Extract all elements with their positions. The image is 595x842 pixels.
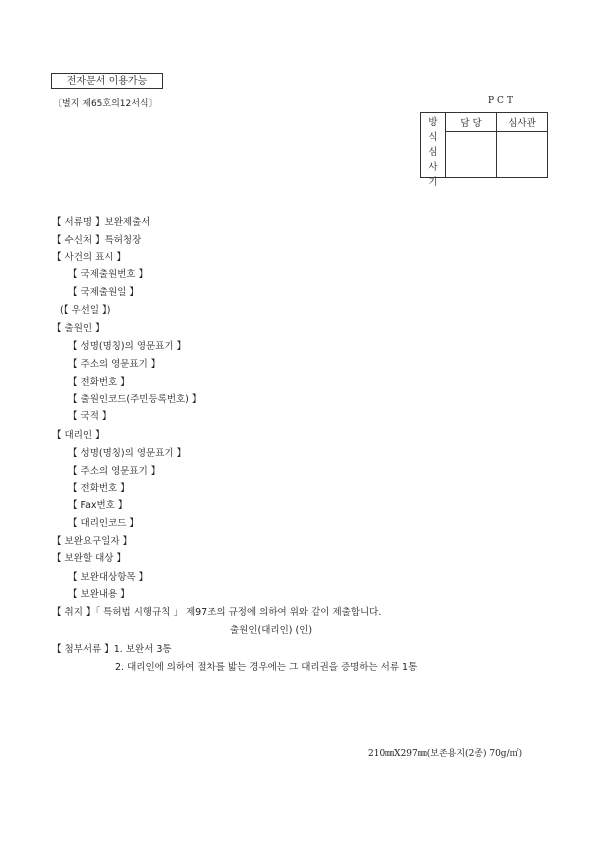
field-case-indication: 【 사건의 표시 】 (52, 252, 126, 263)
field-intl-application-number: 【 국제출원번호 】 (68, 269, 149, 280)
electronic-document-tag: 전자문서 이용가능 (51, 73, 163, 89)
field-applicant: 【 출원인 】 (52, 323, 105, 334)
field-applicant-phone: 【 전화번호 】 (68, 377, 130, 388)
field-agent-phone: 【 전화번호 】 (68, 483, 130, 494)
exam-col-staff: 담 당 (446, 113, 497, 132)
field-agent-fax: 【 Fax번호 】 (68, 500, 128, 511)
exam-side-char: 식 (428, 132, 438, 143)
form-reference: 〔별지 제65호의12서식〕 (53, 99, 158, 109)
exam-side-char: 방 (428, 117, 438, 128)
exam-side-char: 기 (428, 177, 438, 188)
exam-side-char: 심 (428, 147, 438, 158)
signature-line: 출원인(대리인) (인) (230, 625, 313, 636)
field-agent-name-en: 【 성명(명칭)의 영문표기 】 (68, 448, 187, 459)
field-recipient: 【 수신처 】특허청장 (52, 235, 142, 246)
field-supplement-target: 【 보완할 대상 】 (52, 553, 126, 564)
field-applicant-code: 【 출원인코드(주민등록번호) 】 (68, 394, 202, 405)
field-purpose: 【 취지 】「 특허법 시행규칙 」 제97조의 규정에 의하여 위와 같이 제출합니다. (52, 607, 382, 618)
examination-table (420, 112, 548, 188)
field-priority-date: (【 우선일 】) (60, 305, 111, 316)
field-attachments: 【 첨부서류 】1. 보완서 3통 (52, 644, 172, 655)
exam-col-examiner: 심사관 (497, 113, 548, 132)
paper-specification: 210㎜X297㎜(보존용지(2종) 70g/㎡) (368, 749, 523, 759)
exam-side-label (421, 113, 446, 188)
exam-cell-staff (446, 132, 497, 178)
field-applicant-nationality: 【 국적 】 (68, 411, 112, 422)
field-attachment-item-2: 2. 대리인에 의하여 절차를 밟는 경우에는 그 대리권을 증명하는 서류 1통 (115, 662, 418, 673)
field-agent-address-en: 【 주소의 영문표기 】 (68, 466, 161, 477)
field-applicant-name-en: 【 성명(명칭)의 영문표기 】 (68, 341, 187, 352)
field-intl-application-date: 【 국제출원일 】 (68, 287, 139, 298)
exam-side-char: 사 (428, 162, 438, 173)
exam-cell-examiner (497, 132, 548, 178)
field-applicant-address-en: 【 주소의 영문표기 】 (68, 359, 161, 370)
field-document-name: 【 서류명 】보완제출서 (52, 217, 151, 228)
field-agent: 【 대리인 】 (52, 430, 105, 441)
pct-label: PCT (488, 96, 516, 106)
field-supplement-item: 【 보완대상항목 】 (68, 572, 149, 583)
field-agent-code: 【 대리인코드 】 (68, 518, 139, 529)
field-request-date: 【 보완요구일자 】 (52, 536, 133, 547)
field-supplement-content: 【 보완내용 】 (68, 589, 130, 600)
